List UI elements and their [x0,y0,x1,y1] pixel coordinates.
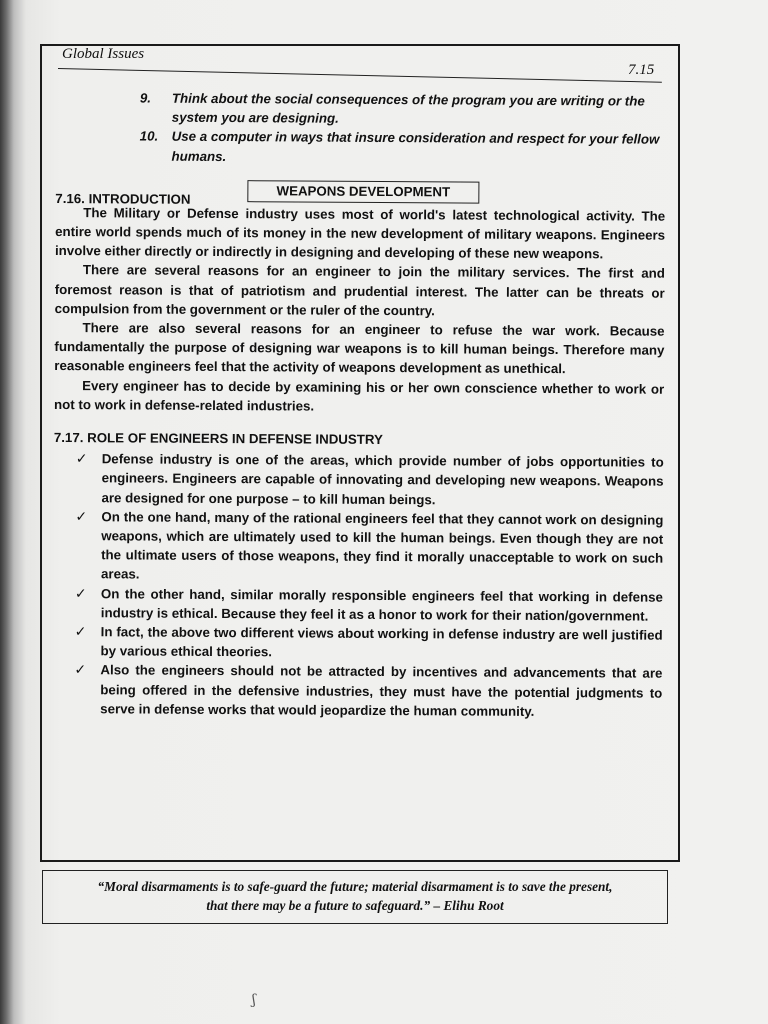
bullet-list [52,449,664,722]
paragraph: There are several reasons for an engineer to join the military services. The first and foremost reason is that of patriotism and prudential interest. The latter can be threats or compulsion from the government or the ruler of the country. [54,262,665,319]
running-head: Global Issues [62,46,145,62]
list-item [53,622,663,664]
bullet-text: Defense industry is one of the areas, which provide number of jobs opportunities to engineers. Engineers are capable of innovating and developing new weapons. Weapons are designed for one purpose – to kill human beings. [101,451,664,507]
item-text: Think about the social consequences of the program you are writing or the system you are designing. [171,90,645,126]
checkmark-icon: ✓ [74,584,87,601]
list-item [53,507,663,588]
item-text: Use a computer in ways that insure consideration and respect for your fellow humans. [171,129,660,164]
bullet-text: On the one hand, many of the rational engineers feel that they cannot work on designing weapons, which are ultimately used to kill the human beings. Even though they are not the ultimate users of those weapons, they find it morally unacceptable to work on such areas. [100,509,664,582]
item-number: 10. [139,128,159,145]
quote-line: “Moral disarmaments is to safe-guard the future; material disarmament is to save the present, [97,879,613,894]
pen-mark: ʃ [252,992,256,1008]
item-number: 9. [139,90,152,106]
paragraph: There are also several reasons for an engineer to refuse the war work. Because fundamentally the purpose of designing war weapons is to kill human beings. Therefore many reasonable engineers feel that the activity of weapons development as unethical. [54,320,665,377]
list-item [52,660,662,721]
bullet-text: Also the engineers should not be attracted by incentives and advancements that are being offered in the defensive industries, they must have the potential judgments to serve in defense works that would jeopardize the human community. [100,662,663,719]
list-item [53,584,663,626]
bullet-text: In fact, the above two different views about working in defense industry are well justified by various ethical theories. [100,624,663,660]
quote-line: that there may be a future to safeguard.” – Elihu Root [206,898,504,913]
checkmark-icon: ✓ [75,450,88,467]
numbered-item [56,126,666,168]
paragraph: Every engineer has to decide by examining his or her own conscience whether to work or not to work in defense-related industries. [54,377,665,414]
section-heading: 7.17. ROLE OF ENGINEERS IN DEFENSE INDUSTRY [53,430,383,448]
paragraph: The Military or Defense industry uses most of world's latest technological activity. The entire world spends much of its money in the new development of military weapons. Engineers involve either directly or indirectly in designing and developing of these new weapons. [54,204,666,262]
bullet-text: On the other hand, similar morally responsible engineers feel that working in defense industry is ethical. Because they feel it as a honor to work for their nation/government. [100,585,663,624]
numbered-item [56,88,666,130]
list-item [53,449,663,510]
page-number: 7.15 [628,62,655,78]
section-716-header [55,179,665,207]
quote-box [42,870,668,924]
checkmark-icon: ✓ [75,507,88,525]
checkmark-icon: ✓ [74,661,87,678]
boxed-topic-label: WEAPONS DEVELOPMENT [247,180,479,203]
page-content [52,88,666,722]
checkmark-icon: ✓ [74,623,87,640]
section-heading: 7.16. INTRODUCTION [55,190,191,207]
